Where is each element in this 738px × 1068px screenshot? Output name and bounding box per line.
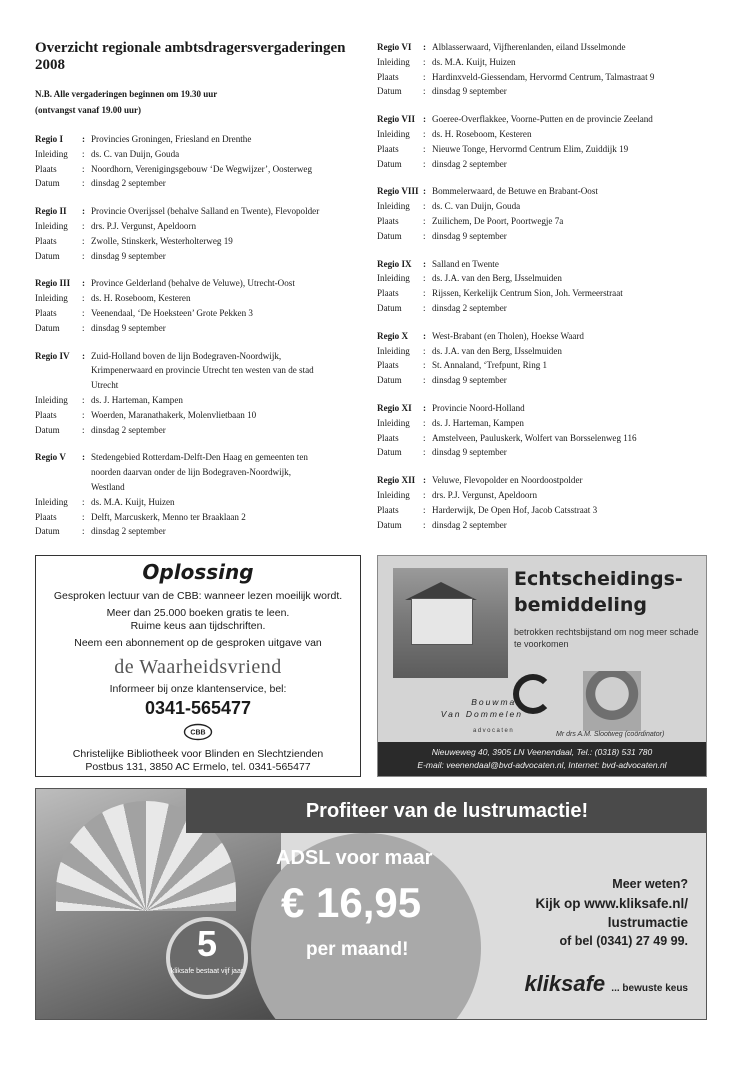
region-area-value: Alblasserwaard, Vijfherenlanden, eiland IJsselmonde bbox=[432, 42, 626, 52]
region-venue-label: Plaats bbox=[377, 215, 399, 226]
firm-name-line1: Bouwman bbox=[471, 697, 523, 707]
region-date-value: dinsdag 2 september bbox=[91, 178, 166, 189]
region-venue-value: Hardinxveld-Giessendam, Hervormd Centrum, Talmastraat 9 bbox=[432, 71, 655, 82]
oplossing-line4: Neem een abonnement op de gesproken uitgave van bbox=[74, 637, 322, 649]
region-speaker-colon: : bbox=[82, 220, 85, 231]
region-area bbox=[35, 204, 365, 219]
region-venue bbox=[35, 510, 365, 525]
region-venue bbox=[377, 431, 707, 446]
lustrum-badge bbox=[166, 917, 248, 999]
region-date bbox=[377, 229, 707, 244]
region-venue bbox=[377, 286, 707, 301]
region-area-label: Regio VIII bbox=[377, 186, 419, 197]
region-block bbox=[377, 473, 707, 532]
region-venue-value: Rijssen, Kerkelijk Centrum Sion, Joh. Vermeerstraat bbox=[432, 288, 623, 299]
region-speaker-value: ds. H. Roseboom, Kesteren bbox=[432, 128, 532, 139]
echtscheiding-title-line1: Echtscheidings- bbox=[514, 568, 683, 590]
region-speaker-value: drs. P.J. Vergunst, Apeldoorn bbox=[432, 489, 538, 500]
region-area-continued-colon bbox=[82, 480, 91, 495]
region-speaker bbox=[35, 291, 365, 306]
firm-name-line2: Van Dommelen bbox=[440, 709, 523, 719]
region-area bbox=[35, 349, 365, 364]
region-area-label: Regio IV bbox=[35, 350, 70, 361]
region-date-colon: : bbox=[423, 519, 426, 530]
region-venue-label: Plaats bbox=[377, 360, 399, 371]
region-venue-label: Plaats bbox=[35, 511, 57, 522]
region-speaker-label: Inleiding bbox=[35, 293, 68, 304]
region-area bbox=[377, 257, 707, 272]
region-speaker-colon: : bbox=[423, 128, 426, 139]
region-date-value: dinsdag 2 september bbox=[432, 158, 507, 169]
region-area-value: Goeree-Overflakkee, Voorne-Putten en de provincie Zeeland bbox=[432, 114, 653, 125]
region-date-value: dinsdag 2 september bbox=[432, 519, 507, 530]
region-venue bbox=[377, 503, 707, 518]
region-speaker-value: ds. H. Roseboom, Kesteren bbox=[91, 293, 191, 304]
oplossing-title: Oplossing bbox=[142, 560, 254, 584]
region-venue-colon: : bbox=[423, 71, 426, 82]
region-date-label: Datum bbox=[35, 178, 60, 189]
region-area-continued-label bbox=[35, 465, 82, 480]
region-venue-value: Zwolle, Stinskerk, Westerholterweg 19 bbox=[91, 235, 233, 246]
region-area bbox=[35, 132, 365, 147]
oplossing-org: Christelijke Bibliotheek voor Blinden en Slechtzienden bbox=[72, 748, 324, 760]
region-date-colon: : bbox=[423, 158, 426, 169]
region-venue-label: Plaats bbox=[377, 504, 399, 515]
region-date-value: dinsdag 2 september bbox=[432, 302, 507, 313]
region-area-continued-label bbox=[35, 363, 82, 378]
region-area-label: Regio IX bbox=[377, 258, 412, 269]
region-date-colon: : bbox=[82, 322, 85, 333]
region-date bbox=[377, 445, 707, 460]
region-venue bbox=[35, 234, 365, 249]
region-date-label: Datum bbox=[35, 526, 60, 537]
house-icon bbox=[411, 598, 473, 645]
region-area-colon: : bbox=[423, 258, 427, 269]
left-column bbox=[35, 40, 365, 552]
region-area-label: Regio II bbox=[35, 206, 67, 217]
region-speaker-label: Inleiding bbox=[35, 394, 68, 405]
region-date-label: Datum bbox=[377, 86, 402, 97]
region-area-colon: : bbox=[82, 134, 86, 144]
region-venue-colon: : bbox=[423, 143, 426, 154]
echtscheiding-subtitle: betrokken rechtsbijstand om nog meer schade te voorkomen bbox=[514, 627, 699, 649]
region-speaker bbox=[35, 147, 365, 162]
kliksafe-price: € 16,95 bbox=[281, 879, 422, 926]
region-speaker bbox=[35, 495, 365, 510]
kliksafe-info bbox=[488, 875, 688, 951]
region-date-value: dinsdag 9 september bbox=[91, 250, 166, 261]
region-area-continued bbox=[35, 465, 365, 480]
left-region-list bbox=[35, 132, 365, 539]
region-date-colon: : bbox=[82, 424, 85, 435]
region-date-label: Datum bbox=[35, 322, 60, 333]
region-date-label: Datum bbox=[377, 375, 402, 386]
region-area-continued-colon bbox=[82, 378, 91, 393]
region-area-continued-colon bbox=[82, 465, 91, 480]
echtscheiding-address: Nieuweweg 40, 3905 LN Veenendaal, Tel.: (0318) 531 780 bbox=[431, 747, 653, 757]
region-date-value: dinsdag 2 september bbox=[91, 424, 166, 435]
region-block bbox=[377, 112, 707, 171]
region-block bbox=[377, 257, 707, 316]
right-region-list bbox=[377, 40, 707, 532]
region-area-continued-value: Westland bbox=[91, 481, 125, 492]
region-area bbox=[377, 401, 707, 416]
region-speaker-label: Inleiding bbox=[377, 489, 410, 500]
coordinator-portrait bbox=[583, 671, 641, 731]
region-venue bbox=[35, 162, 365, 177]
region-area-label: Regio X bbox=[377, 330, 409, 341]
region-venue-label: Plaats bbox=[377, 71, 399, 82]
region-speaker-label: Inleiding bbox=[35, 220, 68, 231]
region-speaker-colon: : bbox=[423, 489, 426, 500]
region-venue-value: Noordhorn, Verenigingsgebouw ‘De Wegwijzer’, Oosterweg bbox=[91, 163, 312, 174]
region-date bbox=[377, 301, 707, 316]
region-speaker bbox=[377, 344, 707, 359]
region-area-colon: : bbox=[423, 42, 427, 52]
echtscheiding-title bbox=[514, 566, 683, 618]
region-venue bbox=[35, 306, 365, 321]
region-area-continued-value: Krimpenerwaard en provincie Utrecht ten westen van de stad bbox=[91, 365, 314, 376]
region-block bbox=[35, 204, 365, 263]
region-area-label: Regio VI bbox=[377, 42, 412, 52]
region-venue-colon: : bbox=[423, 288, 426, 299]
firm-type: advocaten bbox=[473, 728, 515, 734]
region-block bbox=[35, 349, 365, 438]
region-area-continued bbox=[35, 480, 365, 495]
region-date-label: Datum bbox=[377, 519, 402, 530]
region-area bbox=[35, 276, 365, 291]
region-speaker-label: Inleiding bbox=[377, 128, 410, 139]
region-area-continued-colon bbox=[82, 363, 91, 378]
kliksafe-info-url-path[interactable]: lustrumactie bbox=[607, 915, 688, 930]
region-area-continued bbox=[35, 378, 365, 393]
region-venue bbox=[377, 70, 707, 85]
region-area-value: Provincies Groningen, Friesland en Drenthe bbox=[91, 134, 252, 144]
region-speaker bbox=[35, 219, 365, 234]
region-venue-value: Veenendaal, ‘De Hoeksteen’ Grote Pekken 3 bbox=[91, 307, 253, 318]
coordinator-caption: Mr drs A.M. Slootweg (coördinator) bbox=[556, 731, 665, 738]
region-date bbox=[35, 524, 365, 539]
region-venue-label: Plaats bbox=[377, 143, 399, 154]
region-venue-value: Zuilichem, De Poort, Poortwegje 7a bbox=[432, 215, 564, 226]
region-venue bbox=[377, 358, 707, 373]
house-photo bbox=[393, 568, 508, 678]
region-area-colon: : bbox=[423, 114, 427, 125]
region-area-colon: : bbox=[82, 278, 86, 289]
region-area-colon: : bbox=[423, 330, 427, 341]
region-speaker-value: ds. C. van Duijn, Gouda bbox=[91, 148, 180, 159]
region-block bbox=[377, 184, 707, 243]
region-block bbox=[35, 276, 365, 335]
region-speaker-label: Inleiding bbox=[377, 201, 410, 212]
region-area-label: Regio VII bbox=[377, 114, 415, 125]
kliksafe-banner: Profiteer van de lustrumactie! bbox=[186, 789, 707, 833]
region-speaker bbox=[377, 127, 707, 142]
region-area-value: Veluwe, Flevopolder en Noordoostpolder bbox=[432, 475, 583, 486]
region-venue-colon: : bbox=[82, 163, 85, 174]
region-block bbox=[35, 450, 365, 539]
echtscheiding-footer bbox=[378, 742, 706, 776]
region-date-colon: : bbox=[82, 178, 85, 189]
region-venue-label: Plaats bbox=[377, 288, 399, 299]
region-speaker-label: Inleiding bbox=[35, 148, 68, 159]
oplossing-line1: Gesproken lectuur van de CBB: wanneer lezen moeilijk wordt. bbox=[53, 590, 343, 602]
region-area-value: Bommelerwaard, de Betuwe en Brabant-Oost bbox=[432, 186, 598, 197]
region-venue bbox=[377, 214, 707, 229]
region-venue-colon: : bbox=[82, 307, 85, 318]
region-area bbox=[377, 40, 707, 55]
region-venue-value: Harderwijk, De Open Hof, Jacob Catsstraat 3 bbox=[432, 504, 598, 515]
region-date-colon: : bbox=[423, 230, 426, 241]
note-start-time: N.B. Alle vergaderingen beginnen om 19.30 uur bbox=[35, 89, 218, 99]
region-speaker bbox=[377, 55, 707, 70]
firm-name bbox=[423, 696, 523, 720]
region-speaker-colon: : bbox=[82, 394, 85, 405]
region-date bbox=[35, 176, 365, 191]
region-area-continued-label bbox=[35, 480, 82, 495]
oplossing-line2: Meer dan 25.000 boeken gratis te leen. bbox=[106, 607, 290, 619]
region-area-value: Provincie Overijssel (behalve Salland en Twente), Flevopolder bbox=[91, 206, 320, 217]
region-area-colon: : bbox=[423, 475, 427, 486]
kliksafe-info-url[interactable]: Kijk op www.kliksafe.nl/ bbox=[535, 896, 688, 911]
kliksafe-adsl: ADSL voor maar bbox=[276, 847, 433, 869]
region-speaker-colon: : bbox=[423, 345, 426, 356]
region-area-value: Stedengebied Rotterdam-Delft-Den Haag en gemeenten ten bbox=[91, 452, 308, 463]
region-venue-colon: : bbox=[82, 409, 85, 420]
region-venue bbox=[377, 142, 707, 157]
region-area bbox=[377, 184, 707, 199]
region-speaker bbox=[377, 271, 707, 286]
region-speaker-colon: : bbox=[82, 293, 85, 304]
region-venue-label: Plaats bbox=[35, 235, 57, 246]
region-date-value: dinsdag 9 september bbox=[432, 447, 507, 458]
region-date bbox=[35, 423, 365, 438]
region-date bbox=[35, 321, 365, 336]
region-speaker-value: ds. J. Harteman, Kampen bbox=[432, 417, 524, 428]
kliksafe-info-question: Meer weten? bbox=[612, 877, 688, 891]
region-venue-value: Amstelveen, Pauluskerk, Wolfert van Borsselenweg 116 bbox=[432, 432, 637, 443]
region-date-label: Datum bbox=[377, 447, 402, 458]
region-speaker-colon: : bbox=[423, 417, 426, 428]
kliksafe-ad[interactable] bbox=[35, 788, 707, 1020]
right-column bbox=[377, 40, 707, 545]
region-speaker-colon: : bbox=[423, 201, 426, 212]
oplossing-line3: Ruime keus aan tijdschriften. bbox=[130, 620, 266, 632]
region-area bbox=[377, 473, 707, 488]
echtscheiding-contact[interactable]: E-mail: veenendaal@bvd-advocaten.nl, Internet: bvd-advocaten.nl bbox=[417, 760, 667, 770]
region-speaker-value: ds. J.A. van den Berg, IJsselmuiden bbox=[432, 345, 562, 356]
region-venue-colon: : bbox=[82, 235, 85, 246]
kliksafe-per-month: per maand! bbox=[306, 939, 409, 960]
region-block bbox=[377, 329, 707, 388]
page-title: Overzicht regionale ambtsdragersvergaderingen 2008 bbox=[35, 40, 346, 73]
region-area-label: Regio XI bbox=[377, 402, 412, 413]
region-speaker-label: Inleiding bbox=[377, 273, 410, 284]
region-venue-colon: : bbox=[423, 215, 426, 226]
region-venue-colon: : bbox=[423, 360, 426, 371]
region-area-label: Regio V bbox=[35, 452, 66, 463]
region-date-value: dinsdag 9 september bbox=[432, 375, 507, 386]
region-area-label: Regio XII bbox=[377, 475, 416, 486]
echtscheiding-ad[interactable] bbox=[377, 555, 707, 777]
region-speaker-value: drs. P.J. Vergunst, Apeldoorn bbox=[91, 220, 197, 231]
region-venue-label: Plaats bbox=[35, 307, 57, 318]
lustrum-text: kliksafe bestaat vijf jaar bbox=[170, 968, 244, 975]
region-date-label: Datum bbox=[377, 230, 402, 241]
region-venue-value: Nieuwe Tonge, Hervormd Centrum Elim, Zuiddijk 19 bbox=[432, 143, 629, 154]
region-date-colon: : bbox=[423, 447, 426, 458]
region-area-continued-label bbox=[35, 378, 82, 393]
region-area-continued-value: Utrecht bbox=[91, 380, 119, 391]
region-area-continued-value: noorden daarvan onder de lijn Bodegraven-Noordwijk, bbox=[91, 467, 292, 478]
region-area-value: Zuid-Holland boven de lijn Bodegraven-Noordwijk, bbox=[91, 350, 282, 361]
region-speaker-label: Inleiding bbox=[35, 496, 68, 507]
region-venue-colon: : bbox=[423, 432, 426, 443]
region-speaker bbox=[377, 199, 707, 214]
oplossing-info: Informeer bij onze klantenservice, bel: bbox=[109, 683, 287, 695]
region-speaker bbox=[377, 488, 707, 503]
region-speaker-colon: : bbox=[423, 56, 426, 67]
region-venue-colon: : bbox=[423, 504, 426, 515]
region-area-label: Regio I bbox=[35, 134, 64, 144]
region-date-colon: : bbox=[82, 526, 85, 537]
region-area-colon: : bbox=[82, 206, 86, 217]
cbb-logo-text: CBB bbox=[190, 729, 206, 737]
region-date bbox=[377, 157, 707, 172]
kliksafe-info-phone: of bel (0341) 27 49 99. bbox=[559, 934, 688, 948]
region-venue-label: Plaats bbox=[377, 432, 399, 443]
region-speaker-colon: : bbox=[82, 496, 85, 507]
region-area-value: Salland en Twente bbox=[432, 258, 499, 269]
note-block bbox=[35, 86, 365, 118]
region-venue-value: Delft, Marcuskerk, Menno ter Braaklaan 2 bbox=[91, 511, 246, 522]
region-area-colon: : bbox=[82, 350, 86, 361]
region-area-value: Province Gelderland (behalve de Veluwe), Utrecht-Oost bbox=[91, 278, 295, 289]
region-speaker-label: Inleiding bbox=[377, 56, 410, 67]
kliksafe-logo bbox=[524, 971, 688, 997]
region-block bbox=[377, 401, 707, 460]
region-venue-value: St. Annaland, ‘Trefpunt, Ring 1 bbox=[432, 360, 548, 371]
region-date bbox=[35, 249, 365, 264]
region-speaker-label: Inleiding bbox=[377, 345, 410, 356]
region-venue-value: Woerden, Maranathakerk, Molenvlietbaan 10 bbox=[91, 409, 257, 420]
region-date-colon: : bbox=[82, 250, 85, 261]
region-venue-colon: : bbox=[82, 511, 85, 522]
region-block bbox=[377, 40, 707, 99]
region-venue-label: Plaats bbox=[35, 409, 57, 420]
region-date-value: dinsdag 9 september bbox=[432, 230, 507, 241]
region-date-label: Datum bbox=[377, 302, 402, 313]
oplossing-address: Postbus 131, 3850 AC Ermelo, tel. 0341-565477 bbox=[85, 761, 311, 773]
region-date-colon: : bbox=[423, 375, 426, 386]
region-area-colon: : bbox=[82, 452, 86, 463]
region-speaker-colon: : bbox=[423, 273, 426, 284]
cbb-logo-icon bbox=[183, 723, 213, 741]
region-area-label: Regio III bbox=[35, 278, 71, 289]
kliksafe-logo-text: kliksafe bbox=[524, 971, 606, 996]
region-speaker-value: ds. J. Harteman, Kampen bbox=[91, 394, 183, 405]
region-date-value: dinsdag 2 september bbox=[91, 526, 166, 537]
oplossing-ad[interactable] bbox=[35, 555, 361, 777]
kliksafe-slogan: ... bewuste keus bbox=[611, 983, 688, 994]
region-speaker-colon: : bbox=[82, 148, 85, 159]
region-date bbox=[377, 518, 707, 533]
region-date bbox=[377, 373, 707, 388]
region-area bbox=[377, 329, 707, 344]
region-area-colon: : bbox=[423, 402, 427, 413]
region-date-value: dinsdag 9 september bbox=[432, 86, 507, 97]
waarheidsvriend-brand: de Waarheidsvriend bbox=[114, 656, 282, 678]
lustrum-number: 5 bbox=[196, 923, 218, 964]
oplossing-phone[interactable]: 0341-565477 bbox=[144, 698, 252, 718]
region-date-colon: : bbox=[423, 86, 426, 97]
region-venue bbox=[35, 408, 365, 423]
region-venue-label: Plaats bbox=[35, 163, 57, 174]
region-area-value: West-Brabant (en Tholen), Hoekse Waard bbox=[432, 330, 584, 341]
region-speaker-value: ds. M.A. Kuijt, Huizen bbox=[432, 56, 516, 67]
note-reception-time: (ontvangst vanaf 19.00 uur) bbox=[35, 105, 142, 115]
region-speaker-value: ds. C. van Duijn, Gouda bbox=[432, 201, 521, 212]
region-date-label: Datum bbox=[35, 250, 60, 261]
region-speaker-value: ds. J.A. van den Berg, IJsselmuiden bbox=[432, 273, 562, 284]
region-speaker bbox=[377, 416, 707, 431]
region-date-label: Datum bbox=[35, 424, 60, 435]
region-speaker bbox=[35, 393, 365, 408]
region-date bbox=[377, 84, 707, 99]
region-area-colon: : bbox=[423, 186, 427, 197]
region-speaker-value: ds. M.A. Kuijt, Huizen bbox=[91, 496, 175, 507]
region-date-value: dinsdag 9 september bbox=[91, 322, 166, 333]
region-area bbox=[377, 112, 707, 127]
region-area bbox=[35, 450, 365, 465]
region-block bbox=[35, 132, 365, 191]
region-date-colon: : bbox=[423, 302, 426, 313]
echtscheiding-title-line2: bemiddeling bbox=[514, 594, 648, 616]
region-speaker-label: Inleiding bbox=[377, 417, 410, 428]
region-date-label: Datum bbox=[377, 158, 402, 169]
region-area-value: Provincie Noord-Holland bbox=[432, 402, 525, 413]
region-area-continued bbox=[35, 363, 365, 378]
